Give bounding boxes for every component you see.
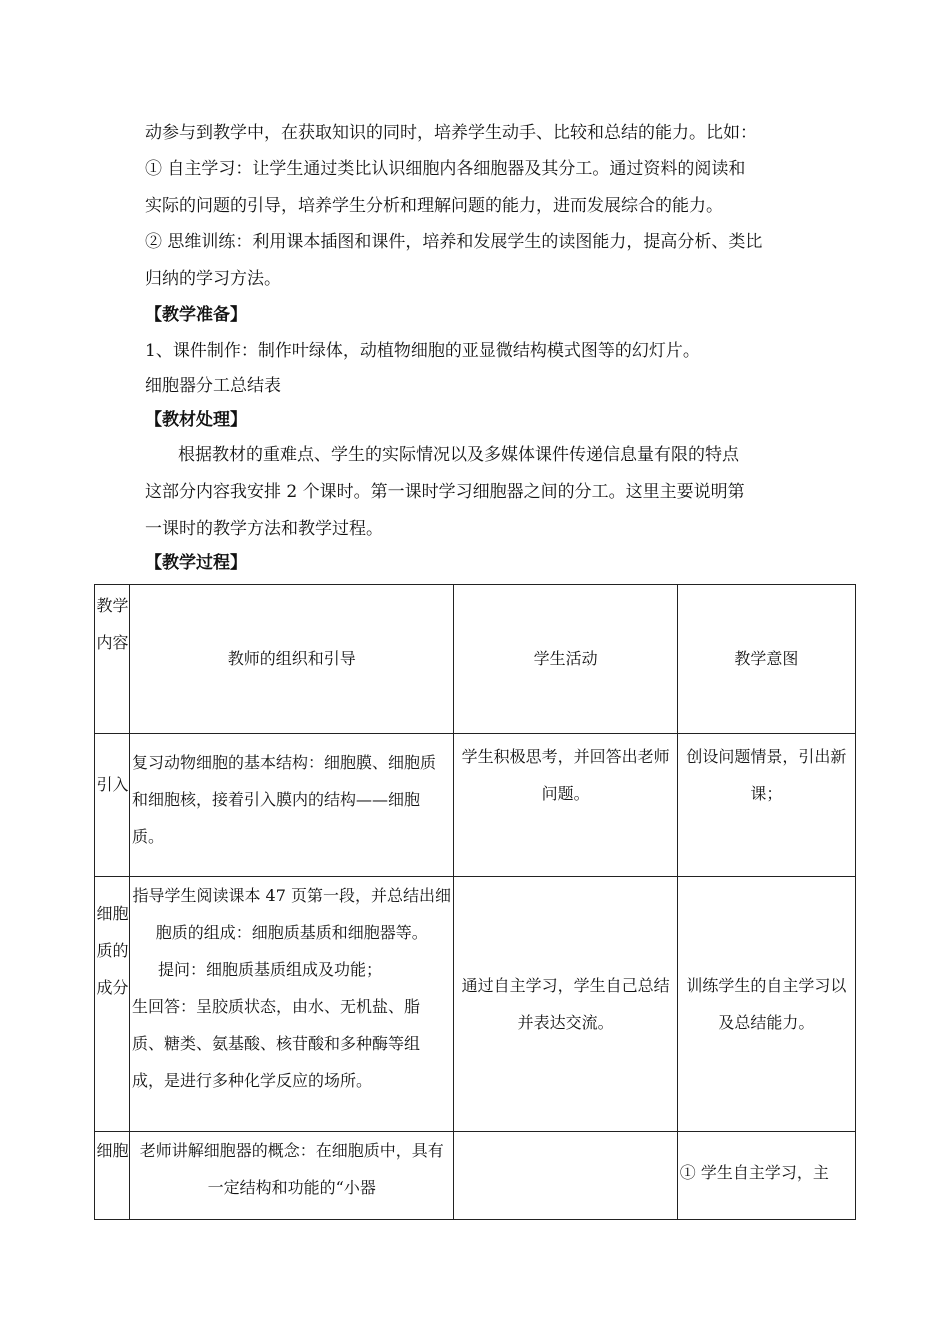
row-teacher-text-2: 提问：细胞质基质组成及功能； — [158, 960, 383, 979]
paragraph-line: 实际的问题的引导，培养学生分析和理解问题的能力，进而发展综合的能力。 — [145, 196, 723, 216]
paragraph-line: 这部分内容我安排 2 个课时。第一课时学习细胞器之间的分工。这里主要说明第 — [145, 482, 745, 502]
row-content-text: 细胞质的成分 — [96, 904, 129, 997]
header-cell-intent: 教学意图 — [677, 585, 855, 734]
row-intent-cell — [677, 1132, 855, 1220]
row-teacher-cell — [130, 877, 454, 1132]
row-content-text: 引入 — [96, 775, 129, 794]
row-teacher-text: 老师讲解细胞器的概念：在细胞质中，具有一定结构和功能的“小器 — [139, 1141, 444, 1197]
table-row — [95, 734, 856, 877]
row-teacher-cell — [130, 734, 454, 877]
row-teacher-text-3: 生回答：呈胶质状态，由水、无机盐、脂质、糖类、氨基酸、核苷酸和多种酶等组成，是进行多种化学反应的场所。 — [132, 997, 421, 1090]
paragraph-line: 一课时的教学方法和教学过程。 — [145, 519, 383, 539]
paragraph-line: 1、课件制作：制作叶绿体，动植物细胞的亚显微结构模式图等的幻灯片。 — [145, 341, 700, 361]
row-content-cell — [95, 877, 130, 1132]
row-content-text: 细胞 — [96, 1141, 129, 1160]
paragraph-line: ② 思维训练：利用课本插图和课件，培养和发展学生的读图能力，提高分析、类比 — [145, 232, 763, 252]
paragraph-line: 细胞器分工总结表 — [145, 376, 281, 396]
teaching-process-table — [94, 584, 856, 1220]
row-student-cell — [454, 1132, 677, 1220]
row-teacher-text: 复习动物细胞的基本结构：细胞膜、细胞质和细胞核，接着引入膜内的结构——细胞质。 — [132, 753, 437, 846]
header-cell-teacher: 教师的组织和引导 — [130, 585, 454, 734]
row-teacher-text-1: 指导学生阅读课本 47 页第一段，并总结出细胞质的组成：细胞质基质和细胞器等。 — [132, 886, 452, 942]
row-intent-cell — [677, 734, 855, 877]
row-intent-cell — [677, 877, 855, 1132]
table-row — [95, 1132, 856, 1220]
row-student-cell — [454, 734, 677, 877]
paragraph-line: 归纳的学习方法。 — [145, 269, 281, 289]
header-cell-student: 学生活动 — [454, 585, 677, 734]
paragraph-line: ① 自主学习：让学生通过类比认识细胞内各细胞器及其分工。通过资料的阅读和 — [145, 159, 746, 179]
row-content-cell — [95, 1132, 130, 1220]
section-heading-process: 【教学过程】 — [145, 553, 247, 573]
paragraph-line: 动参与到教学中，在获取知识的同时，培养学生动手、比较和总结的能力。比如： — [145, 123, 757, 143]
row-student-cell — [454, 877, 677, 1132]
row-intent-text: ① 学生自主学习，主 — [679, 1163, 829, 1182]
row-student-text — [454, 1132, 676, 1136]
section-heading-material: 【教材处理】 — [145, 410, 247, 430]
row-intent-text: 创设问题情景，引出新课； — [686, 747, 847, 803]
row-student-text: 通过自主学习，学生自己总结并表达交流。 — [461, 976, 670, 1032]
row-teacher-cell — [130, 1132, 454, 1220]
table-row — [95, 877, 856, 1132]
table-header-row — [95, 585, 856, 734]
header-content-text: 教学内容 — [96, 596, 129, 652]
row-student-text: 学生积极思考，并回答出老师问题。 — [461, 747, 670, 803]
header-cell-content — [95, 585, 130, 734]
paragraph-line: 根据教材的重难点、学生的实际情况以及多媒体课件传递信息量有限的特点 — [178, 445, 739, 465]
row-content-cell — [95, 734, 130, 877]
row-intent-text: 训练学生的自主学习以及总结能力。 — [686, 976, 847, 1032]
section-heading-preparation: 【教学准备】 — [145, 305, 247, 325]
